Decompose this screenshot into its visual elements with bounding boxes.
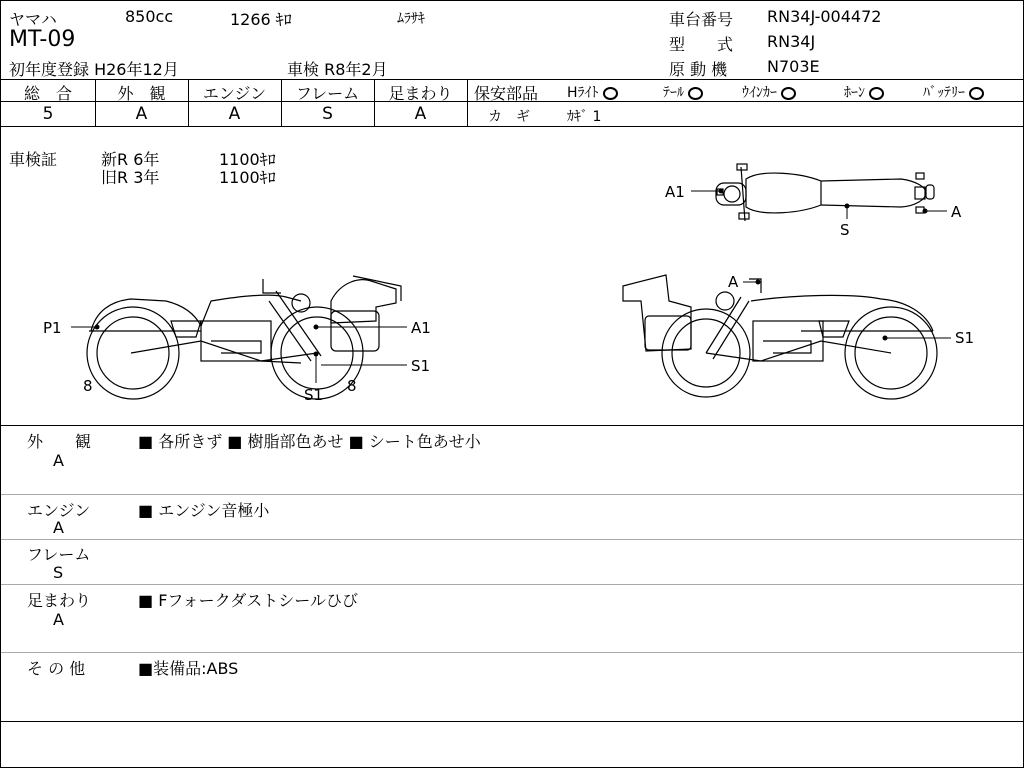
inspection-cert-new-km: 1100ｷﾛ (219, 150, 276, 169)
engine-label: 原 動 機 (669, 60, 728, 79)
grade-overall: 5 (42, 104, 54, 124)
safety-item-tail: ﾃｰﾙ (663, 82, 703, 102)
safety-item-battery: ﾊﾞｯﾃﾘｰ (923, 82, 984, 102)
mark-top-a: A (951, 203, 962, 221)
section-engine-grade: A (53, 518, 64, 537)
frame-number: RN34J-004472 (767, 7, 882, 26)
section-other-title: そ の 他 (27, 659, 86, 678)
first-registration: 初年度登録 H26年12月 (9, 60, 179, 79)
grade-suspension: A (414, 104, 427, 124)
grade-frame: S (322, 104, 333, 124)
safety-item-headlight: Hﾗｲﾄ (567, 82, 618, 102)
model-code-label: 型 式 (669, 35, 734, 54)
mark-right-a: A (728, 273, 739, 291)
bike-top-view-drawing (716, 164, 934, 221)
inspection-cert-old-km: 1100ｷﾛ (219, 168, 276, 187)
mark-right-s1: S1 (955, 329, 975, 347)
section-suspension-title: 足まわり (27, 591, 92, 610)
model-name: MT-09 (9, 27, 76, 52)
engine-code: N703E (767, 57, 820, 76)
grade-header-exterior: 外 観 (117, 84, 166, 103)
mark-left-8-rear: 8 (83, 377, 93, 395)
section-exterior-grade: A (53, 451, 64, 470)
section-other-note: ■装備品:ABS (138, 659, 239, 678)
color: ﾑﾗｻｷ (397, 11, 425, 27)
mark-top-a1: A1 (665, 183, 685, 201)
inspection-cert-old: 旧R 3年 (101, 168, 160, 187)
grade-header-suspension: 足まわり (388, 84, 453, 103)
inspection-expiry: 車検 R8年2月 (287, 60, 388, 79)
section-frame-title: フレーム (27, 545, 91, 564)
mark-top-s: S (840, 221, 850, 239)
grade-header-overall: 総 合 (23, 84, 72, 103)
section-suspension-grade: A (53, 610, 64, 629)
section-exterior-note: ■ 各所きず ■ 樹脂部色あせ ■ シート色あせ小 (138, 432, 481, 451)
section-engine-note: ■ エンジン音極小 (138, 501, 270, 520)
mark-left-s1-front: S1 (411, 357, 431, 375)
mark-left-8-front: 8 (347, 377, 357, 395)
grade-engine: A (228, 104, 241, 124)
mark-left-s1-bottom: S1 (304, 386, 324, 404)
grade-header-frame: フレーム (295, 84, 360, 103)
grade-exterior: A (135, 104, 148, 124)
safety-parts-label: 保安部品 (474, 84, 539, 103)
displacement: 850cc (125, 7, 174, 26)
bike-right-side-drawing (623, 275, 937, 399)
safety-item-winker: ｳｲﾝｶｰ (742, 82, 796, 102)
motorcycle-damage-diagram (1, 1, 1023, 425)
key-value: ｶｷﾞ 1 (567, 109, 602, 125)
section-engine-title: エンジン (27, 501, 91, 520)
safety-item-horn: ﾎｰﾝ (844, 82, 884, 102)
grade-header-engine: エンジン (202, 84, 267, 103)
section-frame-grade: S (53, 563, 64, 582)
mark-left-p1: P1 (43, 319, 62, 337)
model-code: RN34J (767, 32, 816, 51)
maker: ヤマハ (9, 10, 57, 29)
key-label: カ ギ (488, 109, 530, 125)
mark-left-a1: A1 (411, 319, 431, 337)
inspection-cert-new: 新R 6年 (101, 150, 160, 169)
mileage: 1266 ｷﾛ (230, 10, 292, 29)
section-suspension-note: ■ Fフォークダストシールひび (138, 591, 358, 610)
section-exterior-title: 外 観 (27, 432, 92, 451)
frame-number-label: 車台番号 (669, 10, 734, 29)
inspection-cert-label: 車検証 (9, 150, 58, 169)
